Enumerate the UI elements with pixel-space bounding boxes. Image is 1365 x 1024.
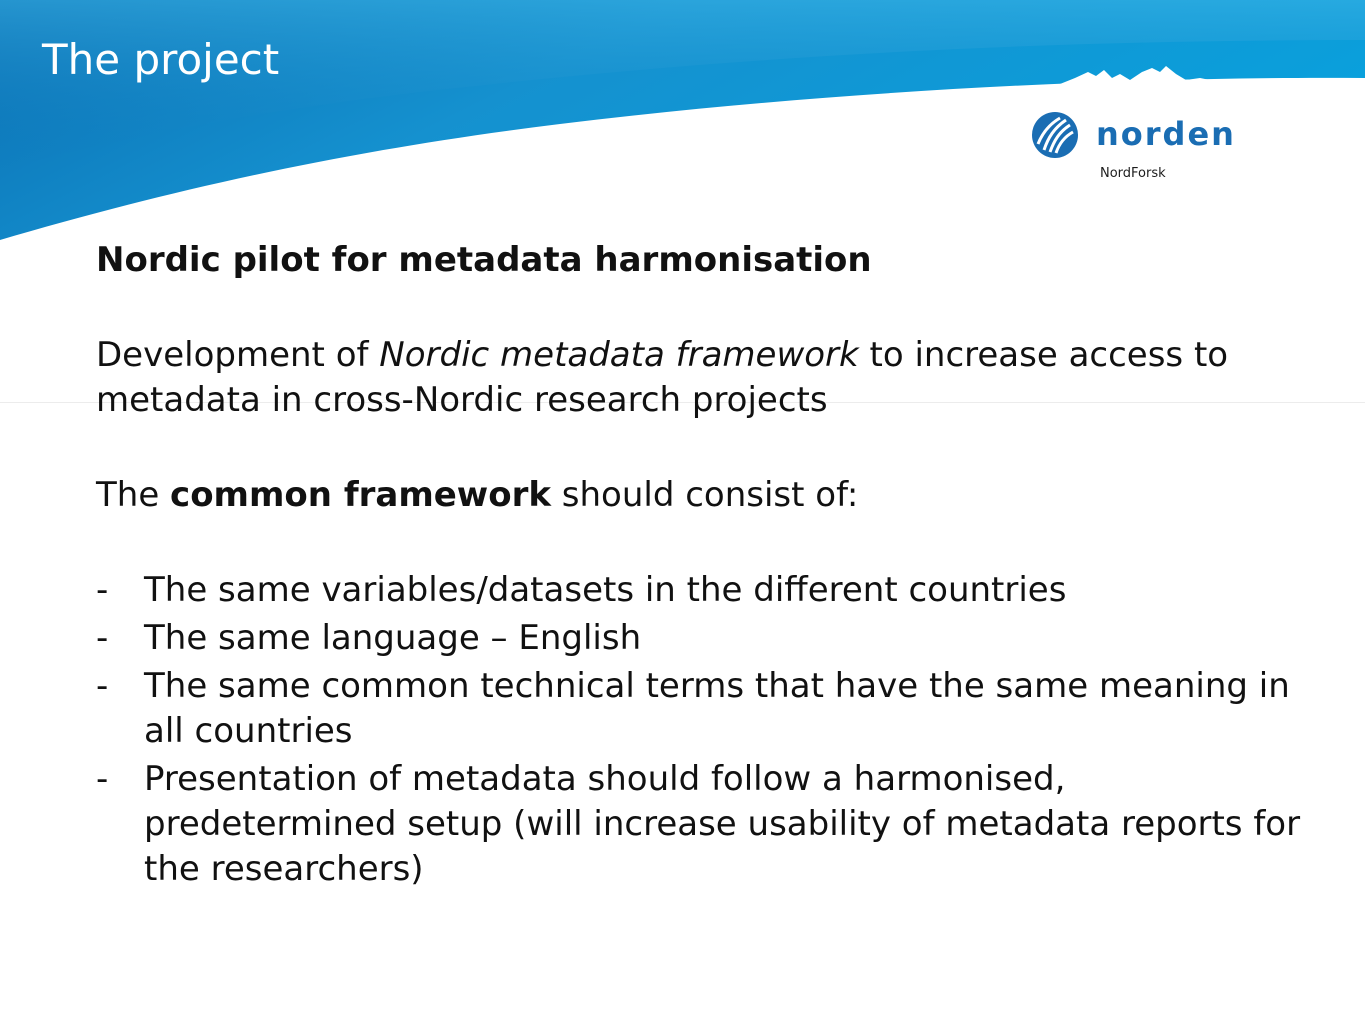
slide-title: The project (42, 35, 280, 84)
logo-wordmark: norden (1096, 115, 1236, 153)
content-heading: Nordic pilot for metadata harmonisation (96, 240, 872, 280)
norden-logo (1030, 110, 1270, 190)
slide-body (96, 238, 1306, 895)
bullet-marker: - (96, 618, 109, 658)
intro-emphasis: Nordic metadata framework (379, 335, 859, 375)
bullet-text: The same variables/datasets in the different countries (144, 570, 1067, 610)
intro-suffix: to increase access to metadata in cross-Nordic research projects (96, 335, 1229, 420)
list-item (96, 568, 1306, 613)
logo-subtitle: NordForsk (1100, 166, 1166, 181)
framework-suffix: should consist of: (550, 475, 859, 515)
bullet-text: Presentation of metadata should follow a harmonised, predetermined setup (will increase usability of metadata reports for the researchers) (144, 759, 1301, 889)
intro-paragraph (96, 333, 1306, 423)
intro-prefix: Development of (96, 335, 380, 375)
list-item (96, 616, 1306, 661)
framework-strong: common framework (170, 475, 551, 515)
norden-swan-icon (1030, 110, 1080, 160)
list-item (96, 757, 1306, 892)
framework-prefix: The (96, 475, 171, 515)
list-item (96, 664, 1306, 754)
bullet-marker: - (96, 666, 109, 706)
bullet-marker: - (96, 759, 109, 799)
bullet-text: The same language – English (144, 618, 642, 658)
bullet-marker: - (96, 570, 109, 610)
framework-bullet-list (96, 568, 1306, 892)
bullet-text: The same common technical terms that have the same meaning in all countries (144, 666, 1290, 751)
framework-sentence (96, 473, 1306, 518)
